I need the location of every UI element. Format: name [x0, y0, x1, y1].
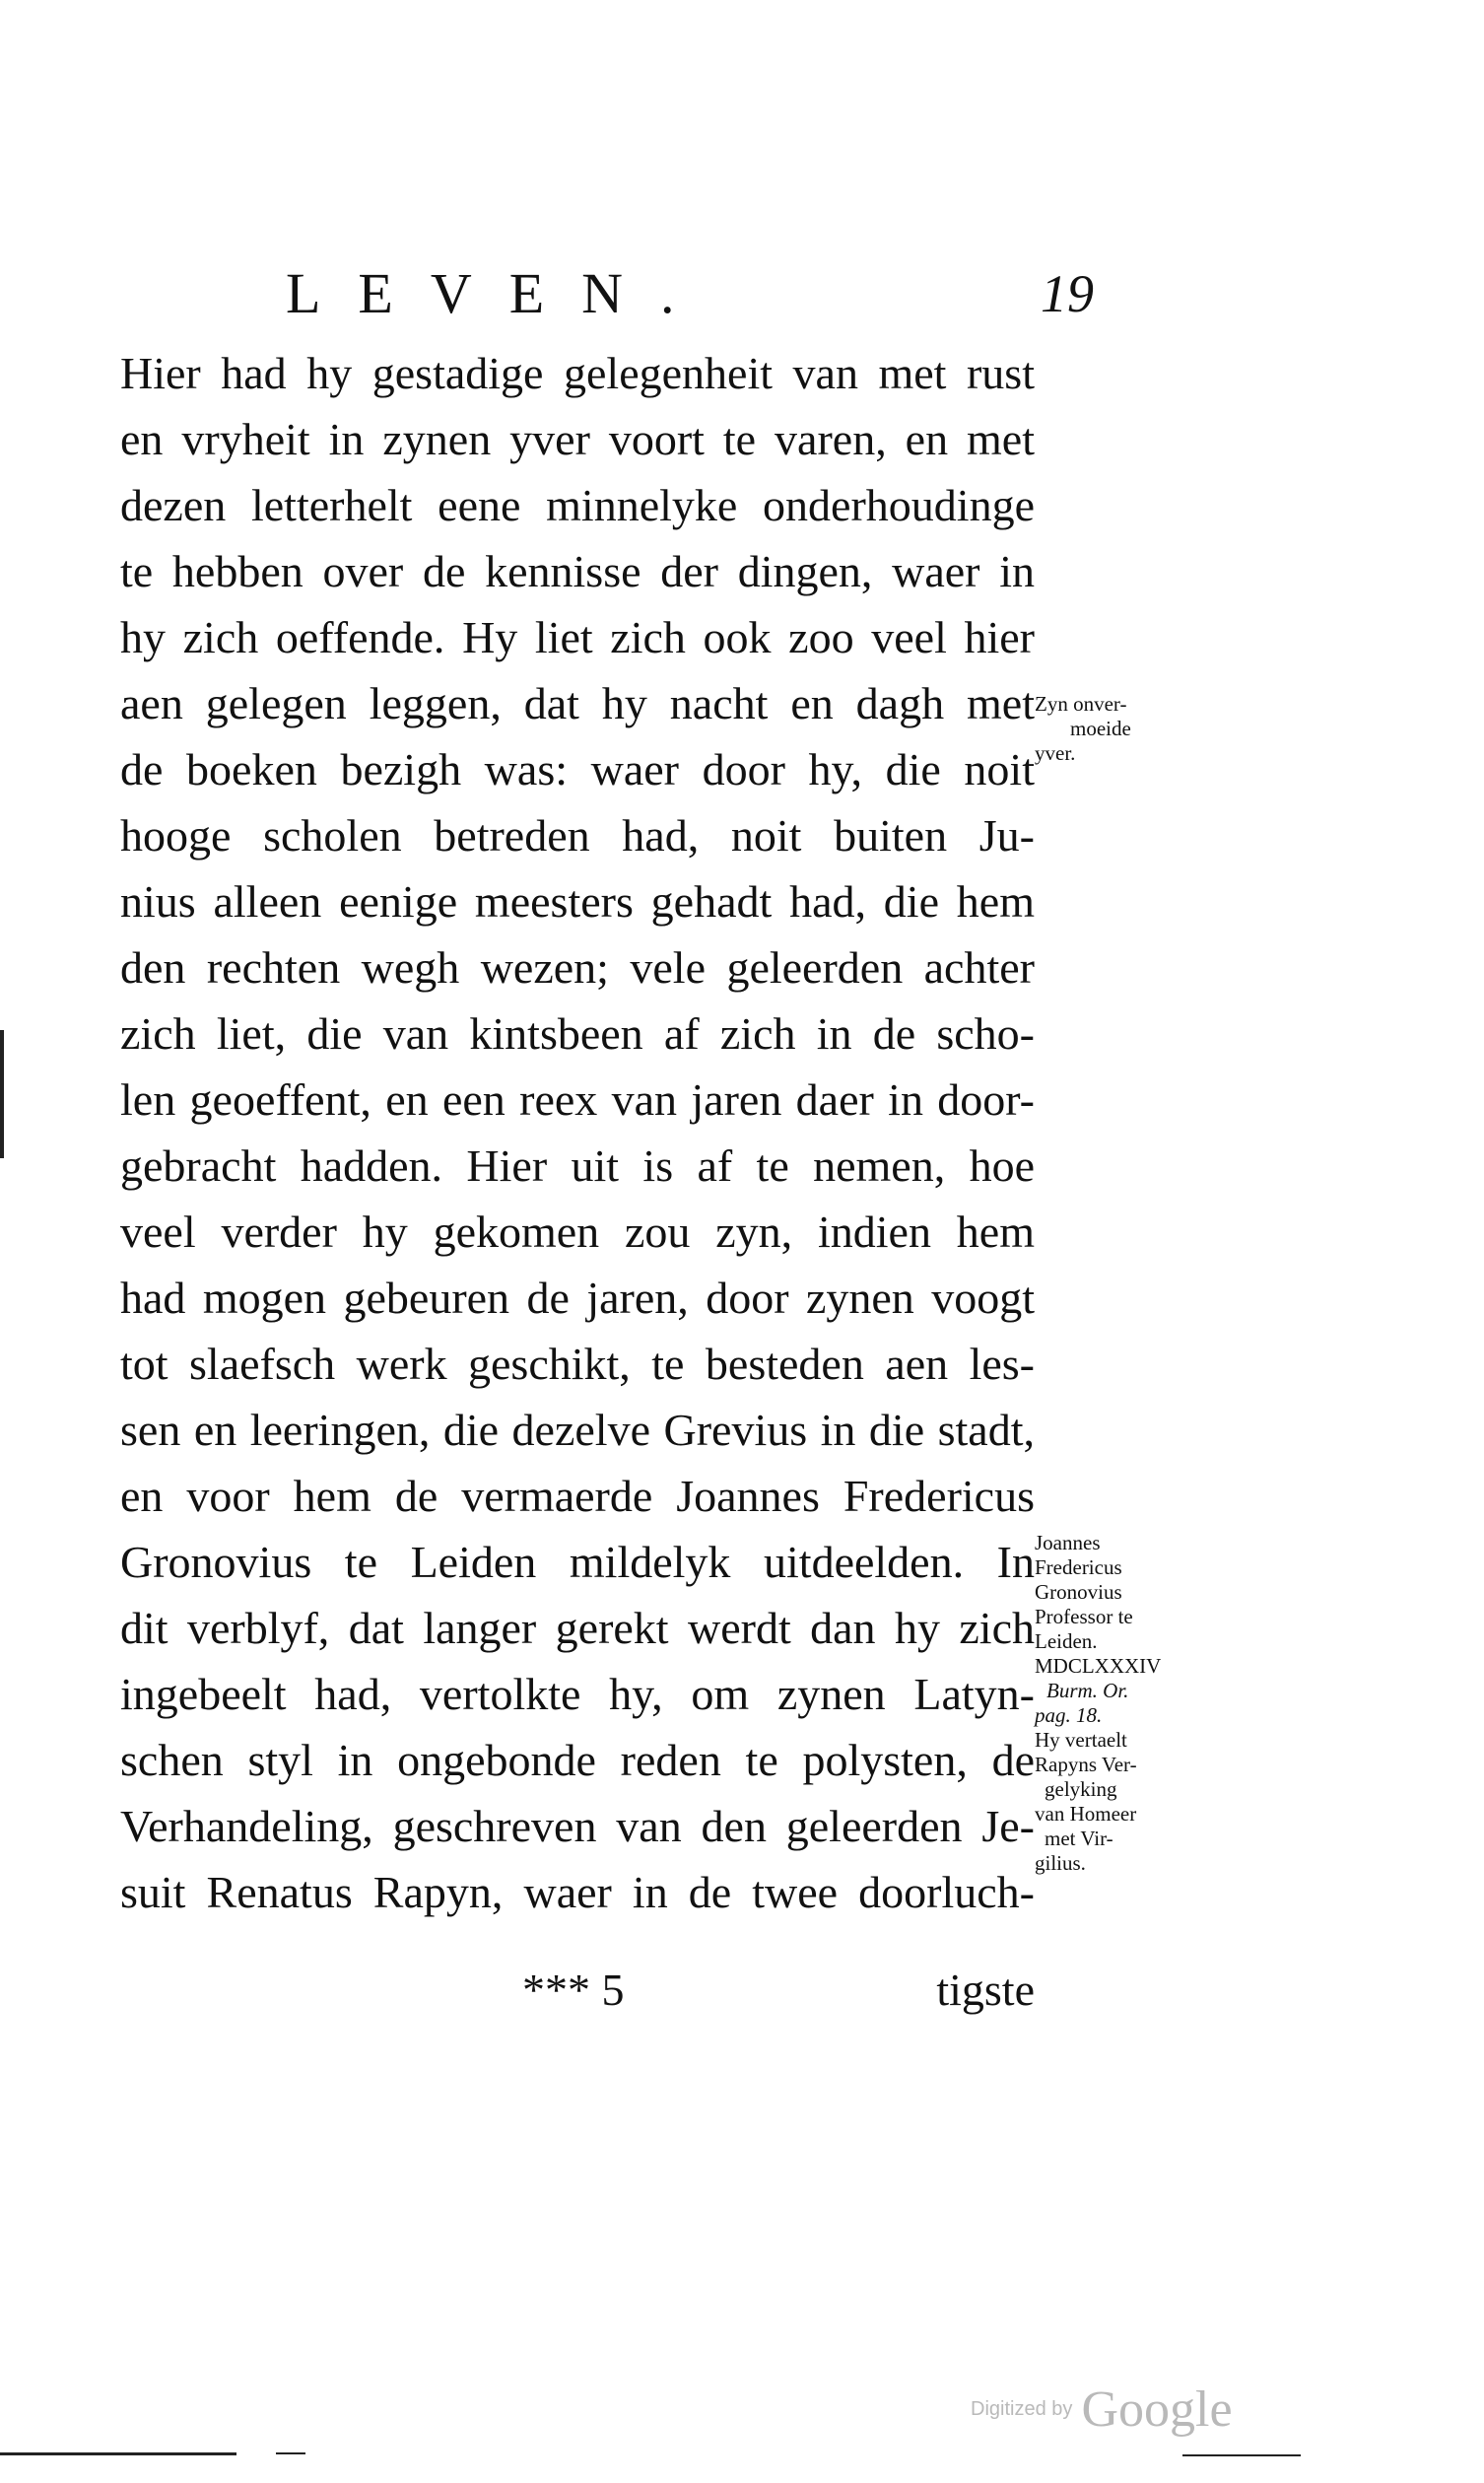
text-line: len geoeffent, en een reex van jaren daer in door-: [120, 1074, 1035, 1125]
watermark-logo: Google: [1081, 2381, 1233, 2438]
margin-note-line: Hy vertaelt: [1035, 1728, 1127, 1752]
scan-edge-mark: [1182, 2454, 1301, 2456]
margin-note-line: Fredericus: [1035, 1555, 1122, 1579]
text-line: schen styl in ongebonde reden te polysten, de: [120, 1735, 1035, 1785]
text-line: hy zich oeffende. Hy liet zich ook zoo veel hier: [120, 612, 1035, 662]
text-line: veel verder hy gekomen zou zyn, indien hem: [120, 1207, 1035, 1257]
watermark-prefix: Digitized by: [971, 2398, 1073, 2420]
margin-note-line: Joannes: [1035, 1531, 1101, 1554]
page-number: 19: [1041, 264, 1094, 323]
text-line: en vryheit in zynen yver voort te varen, en met: [120, 414, 1035, 464]
margin-note-line: MDCLXXXIV: [1035, 1654, 1162, 1678]
text-line: ingebeelt had, vertolkte hy, om zynen Latyn-: [120, 1669, 1035, 1719]
margin-note-line: Leiden.: [1035, 1629, 1098, 1653]
text-line: nius alleen eenige meesters gehadt had, die hem: [120, 876, 1035, 927]
margin-note-line: gelyking: [1045, 1777, 1117, 1801]
digitization-watermark: [971, 2380, 1233, 2439]
text-line: Gronovius te Leiden mildelyk uitdeelden. In: [120, 1537, 1035, 1587]
body-text: [120, 340, 1035, 1925]
text-line: Hier had hy gestadige gelegenheit van met rust: [120, 348, 1035, 398]
text-line: den rechten wegh wezen; vele geleerden achter: [120, 942, 1035, 993]
running-head: [286, 254, 1094, 333]
text-line: Verhandeling, geschreven van den geleerden Je-: [120, 1801, 1035, 1851]
margin-note-zeal: [1035, 692, 1212, 766]
text-line: had mogen gebeuren de jaren, door zynen voogt: [120, 1273, 1035, 1323]
margin-note-line: pag. 18.: [1035, 1703, 1103, 1727]
margin-note-line: moeide: [1070, 717, 1131, 740]
text-line: suit Renatus Rapyn, waer in de twee doorluch-: [120, 1867, 1035, 1917]
scan-edge-mark: [0, 2452, 236, 2455]
text-line: en voor hem de vermaerde Joannes Fredericus: [120, 1471, 1035, 1521]
scan-edge-mark: [276, 2452, 305, 2454]
text-line: te hebben over de kennisse der dingen, waer in: [120, 546, 1035, 596]
margin-note-line: Zyn onver-: [1035, 692, 1127, 716]
margin-note-line: Professor te: [1035, 1605, 1133, 1628]
margin-note-line: van Homeer: [1035, 1802, 1137, 1826]
text-line: hooge scholen betreden had, noit buiten Ju-: [120, 810, 1035, 861]
margin-note-line: Gronovius: [1035, 1580, 1122, 1604]
margin-note-line: Burm. Or.: [1046, 1679, 1129, 1702]
margin-note-gronovius: [1035, 1531, 1212, 1876]
text-line: dezen letterhelt eene minnelyke onderhoudinge: [120, 480, 1035, 530]
text-line: aen gelegen leggen, dat hy nacht en dagh met: [120, 678, 1035, 728]
text-line: dit verblyf, dat langer gerekt werdt dan hy zich: [120, 1603, 1035, 1653]
margin-note-line: gilius.: [1035, 1851, 1086, 1875]
margin-note-line: yver.: [1035, 741, 1076, 765]
text-line: sen en leeringen, die dezelve Grevius in die stadt,: [120, 1405, 1035, 1455]
page-footer: [522, 1957, 1035, 2023]
margin-note-line: Rapyns Ver-: [1035, 1753, 1137, 1776]
text-line: tot slaefsch werk geschikt, te besteden aen les-: [120, 1339, 1035, 1389]
scan-edge-mark: [0, 1030, 4, 1158]
text-line: zich liet, die van kintsbeen af zich in de scho-: [120, 1008, 1035, 1059]
running-head-title: LEVEN.: [286, 261, 712, 325]
margin-note-line: met Vir-: [1045, 1827, 1113, 1850]
text-line: de boeken bezigh was: waer door hy, die noit: [120, 744, 1035, 794]
signature-mark: *** 5: [522, 1965, 625, 2015]
text-line: gebracht hadden. Hier uit is af te nemen, hoe: [120, 1140, 1035, 1191]
catchword: tigste: [936, 1965, 1035, 2015]
